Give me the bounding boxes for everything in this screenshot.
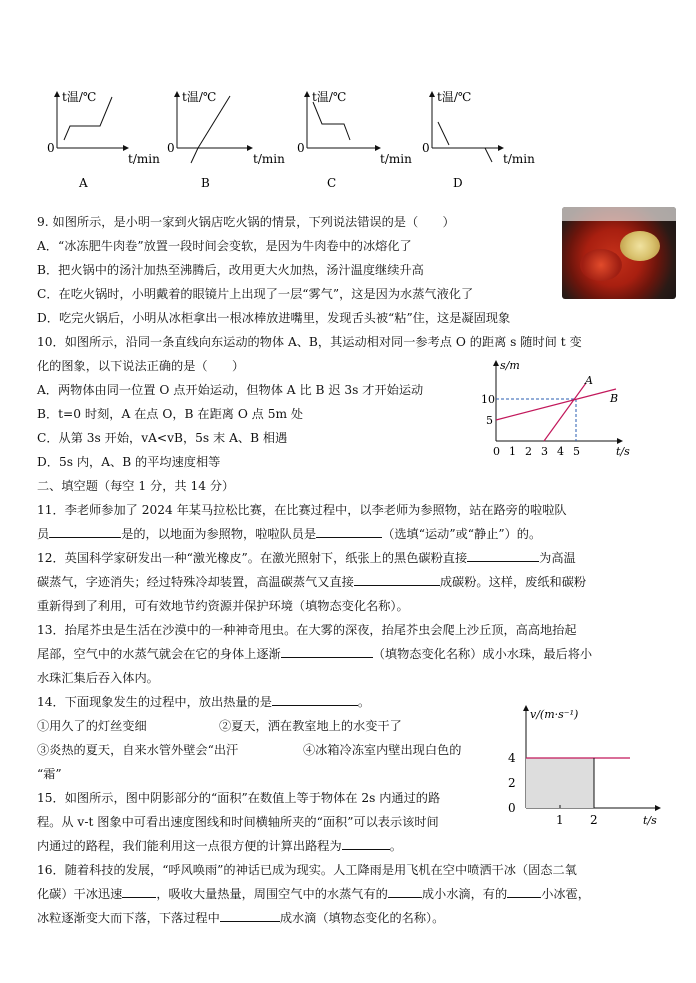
q11-blank-1[interactable]: [49, 526, 121, 538]
s-t-xlabel: t/s: [616, 445, 630, 458]
q10-option-d: D．5s 内，A、B 的平均速度相等: [37, 455, 221, 469]
q14-blank-1[interactable]: [272, 694, 358, 706]
q9-option-a: A．“冰冻肥牛肉卷”放置一段时间会变软，是因为牛肉卷中的冰熔化了: [37, 239, 412, 253]
s-t-ytick-10: 10: [481, 393, 495, 406]
graph-c-caption: C: [327, 176, 337, 190]
graph-a-ylabel: t温/℃: [62, 90, 97, 104]
q9-option-b: B．把火锅中的汤汁加热至沸腾后，改用更大火加热，汤汁温度继续升高: [37, 263, 424, 277]
s-t-xtick-0: 0: [493, 445, 500, 458]
graph-b-origin: 0: [167, 141, 175, 155]
q11-line1: 11．李老师参加了 2024 年某马拉松比赛，在比赛过程中，以李老师为参照物，站在路旁的啦啦队: [37, 503, 567, 517]
graph-b: [167, 90, 285, 190]
v-t-graph: [500, 700, 670, 830]
q14-option-3: ③炎热的夏天，自来水管外壁会“出汗: [37, 743, 239, 757]
s-t-xtick-4: 4: [557, 445, 564, 458]
graph-d-caption: D: [453, 176, 463, 190]
q13-line2: 尾部，空气中的水蒸气就会在它的身体上逐渐 （填物态变化名称）成小水珠，最后将小: [37, 647, 593, 661]
q10-line1: 10．如图所示，沿同一条直线向东运动的物体 A、B，其运动相对同一参考点 O 的距离 s 随时间 t 变: [37, 335, 582, 349]
s-t-xtick-1: 1: [509, 445, 516, 458]
q9-option-c: C．在吃火锅时，小明戴着的眼镜片上出现了一层“雾气”，这是因为水蒸气液化了: [37, 287, 474, 301]
q16-line2: 化碳）干冰迅速 ，吸收大量热量，周围空气中的水蒸气有的 成小水滴，有的 小冰雹，: [37, 887, 590, 901]
q16-blank-3[interactable]: [507, 886, 541, 898]
s-t-xtick-2: 2: [525, 445, 532, 458]
s-t-xtick-3: 3: [541, 445, 548, 458]
graph-c-ylabel: t温/℃: [312, 90, 347, 104]
q16-line1: 16．随着科技的发展，“呼风唤雨”的神话已成为现实。人工降雨是用飞机在空中喷洒干冰（固态二氧: [37, 863, 577, 877]
q12-blank-2[interactable]: [354, 574, 440, 586]
q12-line3: 重新得到了利用，可有效地节约资源并保护环境（填物态变化名称）。: [37, 599, 409, 613]
s-t-label-a: A: [585, 374, 593, 387]
s-t-label-b: B: [610, 392, 619, 405]
q14-option-2: ②夏天，洒在教室地上的水变干了: [219, 719, 402, 733]
q9-option-d: D．吃完火锅后，小明从冰柜拿出一根冰棒放进嘴里，发现舌头被“粘”住，这是凝固现象: [37, 311, 511, 325]
s-t-xtick-5: 5: [573, 445, 580, 458]
q15-line2: 程。从 v-t 图象中可看出速度图线和时间横轴所夹的“面积”可以表示该时间: [37, 815, 439, 829]
q11-line2: 员 是的，以地面为参照物，啦啦队员是 （选填“运动”或“静止”）的。: [37, 527, 542, 541]
section-2-heading: 二、填空题（每空 1 分，共 14 分）: [37, 479, 235, 493]
q14-option-4-cont: “霜”: [37, 767, 62, 781]
q16-blank-2[interactable]: [388, 886, 422, 898]
s-t-ytick-5: 5: [486, 414, 493, 427]
q15-line1: 15．如图所示，图中阴影部分的“面积”在数值上等于物体在 2s 内通过的路: [37, 791, 441, 805]
graph-d-xlabel: t/min: [503, 152, 535, 166]
v-t-xlabel: t/s: [643, 814, 657, 827]
q14-stem: 14．下面现象发生的过程中，放出热量的是 。: [37, 695, 371, 709]
v-t-ytick-4: 4: [508, 751, 516, 765]
q10-option-a: A．两物体由同一位置 O 点开始运动，但物体 A 比 B 迟 3s 才开始运动: [37, 383, 424, 397]
v-t-xtick-2: 2: [590, 813, 598, 827]
q11-blank-2[interactable]: [316, 526, 382, 538]
q16-blank-4[interactable]: [220, 910, 280, 922]
graph-c-xlabel: t/min: [380, 152, 412, 166]
graph-b-curve: [191, 148, 198, 163]
q10-option-b: B．t=0 时刻，A 在点 O，B 在距离 O 点 5m 处: [37, 407, 304, 421]
graph-b-ylabel: t温/℃: [182, 90, 217, 104]
graph-b-xlabel: t/min: [253, 152, 285, 166]
graph-c: [297, 90, 412, 190]
graph-c-origin: 0: [297, 141, 305, 155]
q16-blank-1[interactable]: [122, 886, 156, 898]
v-t-xtick-1: 1: [556, 813, 564, 827]
s-t-graph: [480, 355, 640, 465]
v-t-ytick-0: 0: [508, 801, 516, 815]
hotpot-photo: [562, 207, 676, 299]
q16-line3: 冰粒逐渐变大而下落，下落过程中 成水滴（填物态变化的名称）。: [37, 911, 445, 925]
s-t-ylabel: s/m: [500, 359, 520, 372]
q14-option-4: ④冰箱冷冻室内壁出现白色的: [303, 743, 462, 757]
q15-line3: 内通过的路程，我们能利用这一点很方便的计算出路程为 。: [37, 839, 402, 853]
v-t-shaded-area: [526, 758, 594, 808]
line-b: [496, 389, 619, 420]
graph-a-origin: 0: [47, 141, 55, 155]
q12-line1: 12．英国科学家研发出一种“激光橡皮”。在激光照射下，纸张上的黑色碳粉直接 为高温: [37, 551, 576, 565]
q9-stem: 9. 如图所示，是小明一家到火锅店吃火锅的情景，下列说法错误的是（ ）: [37, 215, 455, 229]
graph-b-caption: B: [201, 176, 210, 190]
q12-line2: 碳蒸气，字迹消失；经过特殊冷却装置，高温碳蒸气又直接 成碳粉。这样，废纸和碳粉: [37, 575, 587, 589]
q13-blank-1[interactable]: [281, 646, 373, 658]
graph-c-curve: [313, 102, 350, 140]
graphs-row: [0, 0, 696, 200]
q12-blank-1[interactable]: [467, 550, 539, 562]
q14-option-1: ①用久了的灯丝变细: [37, 719, 147, 733]
line-a: [544, 383, 586, 441]
graph-d-curve: [438, 122, 449, 145]
q15-blank-1[interactable]: [342, 838, 390, 850]
graph-a: [47, 90, 160, 190]
graph-d-origin: 0: [422, 141, 430, 155]
q10-option-c: C．从第 3s 开始，vA<vB，5s 末 A、B 相遇: [37, 431, 288, 445]
graph-d-ylabel: t温/℃: [437, 90, 472, 104]
graph-d: [422, 90, 535, 190]
v-t-ylabel: v/(m·s⁻¹): [530, 708, 579, 721]
graph-a-caption: A: [79, 176, 88, 190]
q10-line2: 化的图象，以下说法正确的是（ ）: [37, 359, 245, 373]
graph-a-xlabel: t/min: [128, 152, 160, 166]
q13-line1: 13．抬尾芥虫是生活在沙漠中的一种神奇甩虫。在大雾的深夜，抬尾芥虫会爬上沙丘顶，高高地抬起: [37, 623, 577, 637]
q13-line3: 水珠汇集后吞入体内。: [37, 671, 159, 685]
v-t-ytick-2: 2: [508, 776, 516, 790]
